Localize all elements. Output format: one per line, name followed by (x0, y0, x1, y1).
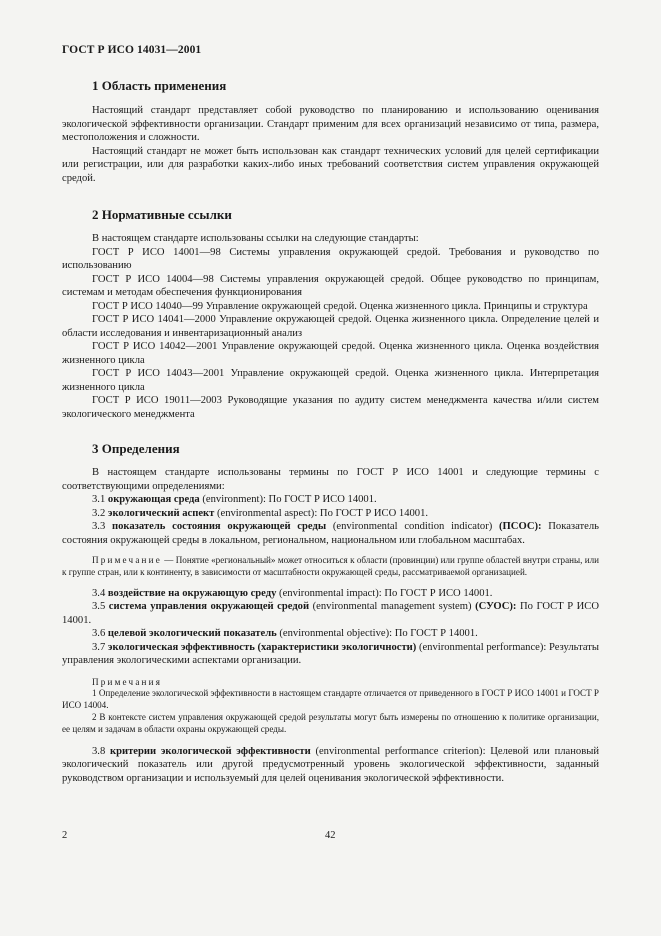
section-1-paragraph: Настоящий стандарт представляет собой руководство по планированию и использованию оценивания экологической эффективности организации. Стандарт применим для всех организаций независимо от типа, размера, местоположения и сложности. (62, 105, 599, 143)
definition-3-1: 3.1 окружающая среда (environment): По ГОСТ Р ИСО 14001. (92, 494, 377, 505)
reference-item: ГОСТ Р ИСО 14040—99 Управление окружающей средой. Оценка жизненного цикла. Принципы и структура (92, 300, 588, 312)
reference-item: ГОСТ Р ИСО 14042—2001 Управление окружающей средой. Оценка жизненного цикла. Оценка воздействия жизненного цикла (62, 341, 599, 366)
note: Примечание — Понятие «региональный» может относиться к области (провинции) или группе областей внутри страны, или к группе стран, или к континенту, в зависимости от масштабности окружающей среды, рассматриваемой организацией. (62, 555, 599, 577)
note-label: Примечание (92, 555, 162, 565)
definition-3-4: 3.4 воздействие на окружающую среду (environmental impact): По ГОСТ Р ИСО 14001. (92, 587, 493, 599)
sheet-number: 42 (325, 830, 336, 841)
notes-label: Примечания (92, 676, 163, 687)
definition-3-7: 3.7 экологическая эффективность (характеристики экологичности) (environmental performance): Результаты управления экологическими аспектами организации. (62, 641, 600, 667)
section-3-intro: В настоящем стандарте использованы термины по ГОСТ Р ИСО 14001 и следующие термины с соответствующими определениями: (62, 467, 599, 492)
reference-item: ГОСТ Р ИСО 14043—2001 Управление окружающей средой. Оценка жизненного цикла. Интерпретация жизненного цикла (62, 368, 599, 393)
definition-3-2: 3.2 экологический аспект (environmental aspect): По ГОСТ Р ИСО 14001. (92, 507, 429, 519)
abbreviation: (СУОС): (475, 601, 517, 613)
note-2: 2 В контексте систем управления окружающей средой результаты могут быть измерены по отношению к политике организации, ее целям и задачам в области охраны окружающей среды. (62, 711, 599, 734)
term: показатель состояния окружающей среды (112, 521, 327, 532)
document-header: ГОСТ Р ИСО 14031—2001 (62, 44, 202, 56)
definition-3-8: 3.8 критерии экологической эффективности (environmental performance criterion): Целевой или плановый экологический показатель или другой предусмотренный уровень экологической эффективности, заданный руководством организации и используемый для целей оценивания экологической эффективности. (62, 745, 599, 784)
section-1-title: 1 Область применения (92, 78, 227, 93)
term: целевой экологический показатель (107, 628, 277, 640)
section-1-paragraph: Настоящий стандарт не может быть использован как стандарт технических условий для целей сертификации или регистрации, или для разработки каких-либо иных требований соответствия систем управления окружающей средой. (62, 145, 599, 184)
reference-item: ГОСТ Р ИСО 14001—98 Системы управления окружающей средой. Требования и руководство по использованию (62, 246, 599, 271)
section-2-title: 2 Нормативные ссылки (92, 207, 232, 222)
term: экологическая эффективность (характеристики экологичности) (107, 641, 417, 653)
reference-item: ГОСТ Р ИСО 19011—2003 Руководящие указания по аудиту систем менеджмента качества и/или систем экологического менеджмента (62, 395, 599, 420)
definition-3-5: 3.5 система управления окружающей средой (environmental management system) (СУОС): По ГОСТ Р ИСО 14001. (62, 601, 600, 626)
term: экологический аспект (107, 507, 215, 519)
term: система управления окружающей средой (108, 601, 310, 613)
reference-item: ГОСТ Р ИСО 14004—98 Системы управления окружающей средой. Общее руководство по принципам, системам и методам обеспечения функционирования (62, 273, 599, 298)
term: критерии экологической эффективности (109, 745, 311, 757)
term: окружающая среда (107, 494, 200, 505)
definition-3-6: 3.6 целевой экологический показатель (environmental objective): По ГОСТ Р 14001. (92, 628, 478, 640)
term: воздействие на окружающую среду (107, 587, 277, 599)
abbreviation: (ПСОС): (499, 521, 542, 532)
reference-item: ГОСТ Р ИСО 14041—2000 Управление окружающей средой. Оценка жизненного цикла. Определение целей и области исследования и инвентаризационный анализ (62, 314, 599, 339)
section-3-title: 3 Определения (92, 441, 180, 456)
note-1: 1 Определение экологической эффективности в настоящем стандарте отличается от приведенного в ГОСТ Р ИСО 14001 и ГОСТ Р ИСО 14004. (62, 688, 599, 711)
page-number: 2 (62, 830, 68, 841)
document-body (62, 70, 599, 785)
definition-3-3: 3.3 показатель состояния окружающей среды (environmental condition indicator) (ПСОС): Показатель состояния окружающей среды в локальном, региональном, национальном или глобальном масштабах. (62, 521, 599, 546)
section-2-intro: В настоящем стандарте использованы ссылки на следующие стандарты: (92, 233, 419, 244)
